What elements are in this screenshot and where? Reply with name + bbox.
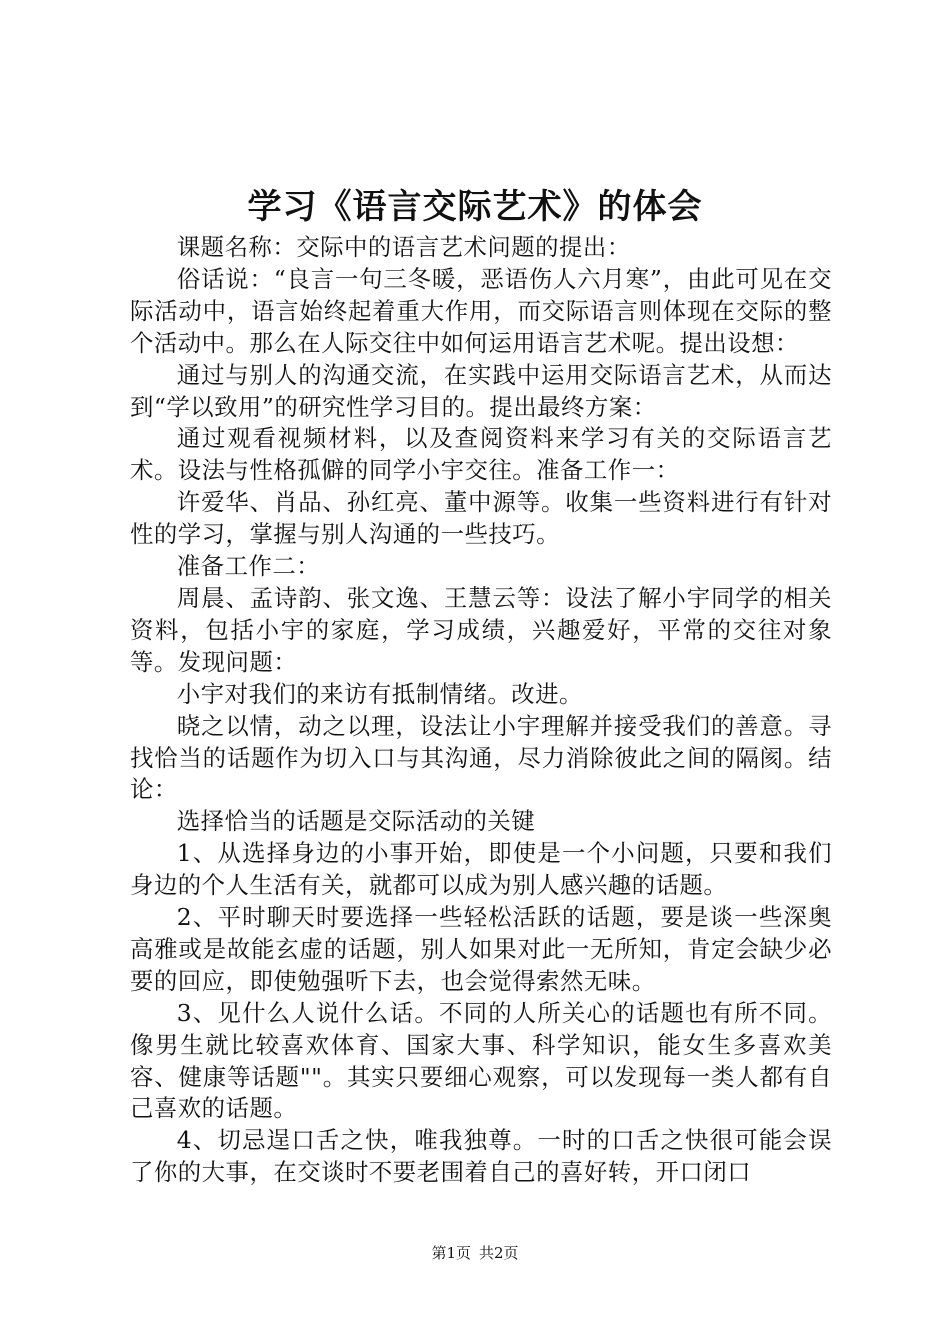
paragraph: 通过观看视频材料，以及查阅资料来学习有关的交际语言艺术。设法与性格孤僻的同学小宇交往。准备工作一： xyxy=(130,424,832,485)
document-body xyxy=(130,232,832,1189)
page-total: 共2页 xyxy=(479,1244,519,1262)
paragraph: 晓之以情，动之以理，设法让小宇理解并接受我们的善意。寻找恰当的话题作为切入口与其沟通，尽力消除彼此之间的隔阂。结论： xyxy=(130,711,832,804)
document-title: 学习《语言交际艺术》的体会 xyxy=(247,187,703,227)
paragraph: 许爱华、肖品、孙红亮、董中源等。收集一些资料进行有针对性的学习，掌握与别人沟通的一些技巧。 xyxy=(130,488,832,549)
paragraph: 通过与别人的沟通交流，在实践中运用交际语言艺术，从而达到“学以致用”的研究性学习目的。提出最终方案： xyxy=(130,360,832,421)
page-number: 第1页 xyxy=(431,1244,471,1262)
paragraph: 课题名称：交际中的语言艺术问题的提出： xyxy=(176,233,631,261)
paragraph: 3、见什么人说什么话。不同的人所关心的话题也有所不同。像男生就比较喜欢体育、国家大事、科学知识，能女生多喜欢美容、健康等话题""。其实只要细心观察，可以发现每一类人都有自己喜欢的话题。 xyxy=(130,998,832,1123)
paragraph: 4、切忌逞口舌之快，唯我独尊。一时的口舌之快很可能会误了你的大事，在交谈时不要老围着自己的喜好转，开口闭口 xyxy=(130,1126,832,1187)
paragraph: 1、从选择身边的小事开始，即使是一个小问题，只要和我们身边的个人生活有关，就都可以成为别人感兴趣的话题。 xyxy=(130,839,832,900)
paragraph: 周晨、孟诗韵、张文逸、王慧云等：设法了解小宇同学的相关资料，包括小宇的家庭，学习成绩，兴趣爱好，平常的交往对象等。发现问题： xyxy=(130,583,832,676)
page-footer xyxy=(0,1243,950,1263)
paragraph: 小宇对我们的来访有抵制情绪。改进。 xyxy=(176,679,583,708)
paragraph: 准备工作二： xyxy=(176,552,321,581)
paragraph: 选择恰当的话题是交际活动的关键 xyxy=(176,807,536,836)
paragraph: 俗话说：“良言一句三冬暖，恶语伤人六月寒”，由此可见在交际活动中，语言始终起着重大作用，而交际语言则体现在交际的整个活动中。那么在人际交往中如何运用语言艺术呢。提出设想： xyxy=(130,264,832,357)
paragraph: 2、平时聊天时要选择一些轻松活跃的话题，要是谈一些深奥高雅或是故能玄虚的话题，别人如果对此一无所知，肯定会缺少必要的回应，即使勉强听下去，也会觉得索然无味。 xyxy=(130,903,832,995)
